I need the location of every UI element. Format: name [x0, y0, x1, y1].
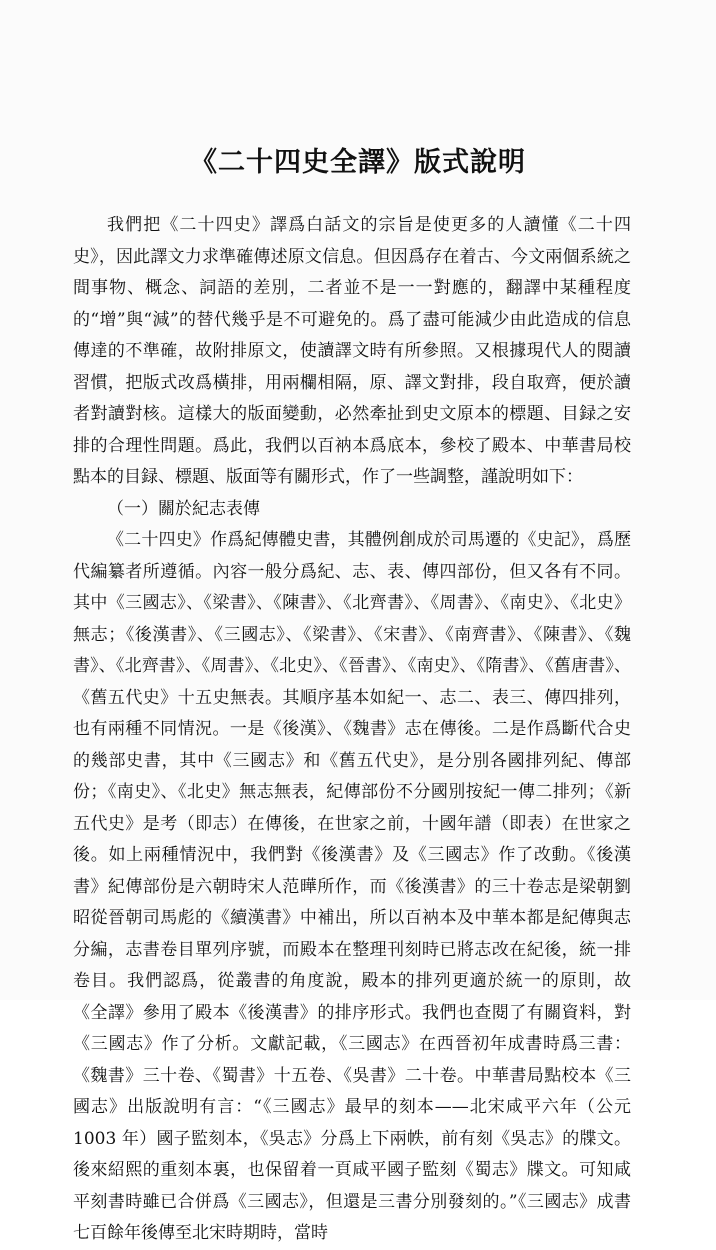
intro-paragraph: 我們把《二十四史》譯爲白話文的宗旨是使更多的人讀懂《二十四史》，因此譯文力求準確傳述原文信息。但因爲存在着古、今文兩個系統之間事物、概念、詞語的差別，二者並不是一一對應的，翻譯中某種程度的“增”與“減”的替代幾乎是不可避免的。爲了盡可能減少由此造成的信息傳達的不準確，故附排原文，使讀譯文時有所參照。又根據現代人的閱讀習慣，把版式改爲橫排，用兩欄相隔，原、譯文對排，段自取齊，便於讀者對讀對核。這樣大的版面變動，必然牽扯到史文原本的標題、目録之安排的合理性問題。爲此，我們以百衲本爲底本，參校了殿本、中華書局校點本的目録、標題、版面等有關形式，作了一些調整，謹說明如下： — [73, 215, 631, 487]
section-heading: （一）關於紀志表傳 — [107, 498, 260, 519]
document-body — [73, 210, 631, 1250]
page-title: 《二十四史全譯》版式說明 — [190, 147, 526, 178]
body-paragraph: 《二十四史》作爲紀傳體史書，其體例創成於司馬遷的《史記》，爲歷代編纂者所遵循。內容一般分爲紀、志、表、傳四部份，但又各有不同。其中《三國志》、《梁書》、《陳書》、《北齊書》、《周書》、《南史》、《北史》無志；《後漢書》、《三國志》、《梁書》、《宋書》、《南齊書》、《陳書》、《魏書》、《北齊書》、《周書》、《北史》、《晉書》、《南史》、《隋書》、《舊唐書》、《舊五代史》十五史無表。其順序基本如紀一、志二、表三、傳四排列，也有兩種不同情況。一是《後漢》、《魏書》志在傳後。二是作爲斷代合史的幾部史書，其中《三國志》和《舊五代史》，是分別各國排列紀、傳部份；《南史》、《北史》無志無表，紀傳部份不分國別按紀一傳二排列；《新五代史》是考（即志）在傳後，在世家之前，十國年譜（即表）在世家之後。如上兩種情況中，我們對《後漢書》及《三國志》作了改動。《後漢書》紀傳部份是六朝時宋人范曄所作，而《後漢書》的三十卷志是梁朝劉昭從晉朝司馬彪的《續漢書》中補出，所以百衲本及中華本都是紀傳與志分編，志書卷目單列序號，而殿本在整理刊刻時已將志改在紀後，統一排卷目。我們認爲，從叢書的角度說，殿本的排列更適於統一的原則，故《全譯》參用了殿本《後漢書》的排序形式。我們也查閱了有關資料，對《三國志》作了分析。文獻記載，《三國志》在西晉初年成書時爲三書：《魏書》三十卷、《蜀書》十五卷、《吳書》二十卷。中華書局點校本《三國志》出版說明有言：“《三國志》最早的刻本——北宋咸平六年（公元 1003 年）國子監刻本，《吳志》分爲上下兩帙，前有刻《吳志》的牒文。後來紹熙的重刻本裏，也保留着一頁咸平國子監刻《蜀志》牒文。可知咸平刻書時雖已合併爲《三國志》，但還是三書分別發刻的。”《三國志》成書七百餘年後傳至北宋時期時，當時 — [73, 530, 631, 1243]
